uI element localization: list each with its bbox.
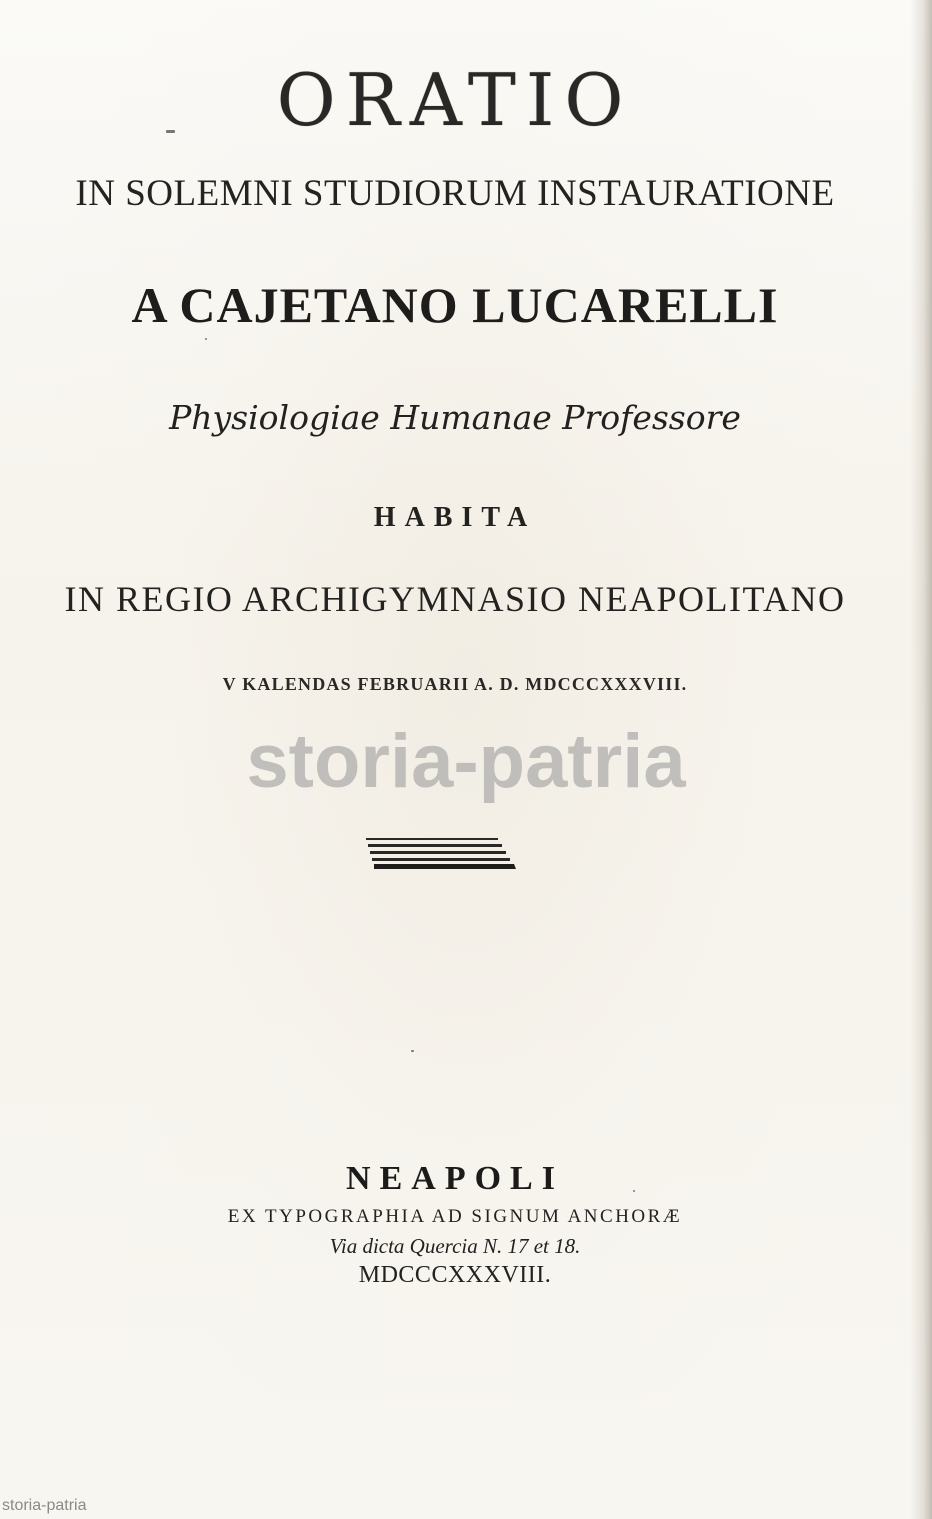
- ink-speck: [411, 1050, 414, 1052]
- imprint-city: NEAPOLI: [346, 1160, 564, 1197]
- ink-speck: [205, 338, 207, 340]
- location-line: IN REGIO ARCHIGYMNASIO NEAPOLITANO: [64, 579, 846, 619]
- ornamental-rule-icon: [366, 836, 516, 870]
- imprint-year: MDCCCXXXVIII.: [358, 1262, 552, 1288]
- date-line: V KALENDAS FEBRUARII A. D. MDCCCXXXVIII.: [222, 674, 688, 694]
- imprint-address: Via dicta Quercia N. 17 et 18.: [329, 1234, 581, 1258]
- imprint-printer: EX TYPOGRAPHIA AD SIGNUM ANCHORÆ: [227, 1206, 683, 1227]
- author-profession: Physiologiae Humanae Professore: [169, 398, 741, 437]
- book-title: ORATIO: [276, 58, 634, 142]
- book-subtitle: IN SOLEMNI STUDIORUM INSTAURATIONE: [75, 173, 835, 214]
- author-line: A CAJETANO LUCARELLI: [131, 277, 779, 333]
- habita-line: HABITA: [373, 502, 537, 533]
- watermark: storia-patria: [246, 719, 686, 804]
- corner-watermark: storia-patria: [2, 1497, 87, 1514]
